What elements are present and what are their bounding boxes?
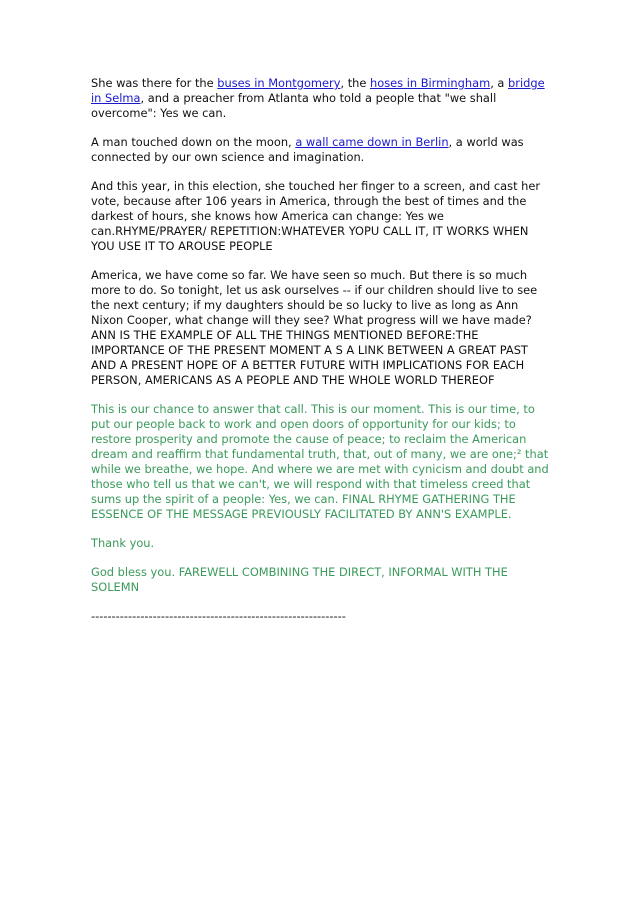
text-segment: She was there for the bbox=[91, 76, 218, 90]
paragraph-moon bbox=[91, 135, 553, 165]
paragraph-selma bbox=[91, 76, 553, 121]
paragraph-chance: This is our chance to answer that call. This is our moment. This is our time, to put our people back to work and open doors of opportunity for our kids; to restore prosperity and promote the cause of peace; to reclaim the American dream and reaffirm that fundamental truth, that, out of many, we are one;² that while we breathe, we hope. And where we are met with cynicism and doubt and those who tell us that we can't, we will respond with that timeless creed that sums up the spirit of a people: Yes, we can. FINAL RHYME GATHERING THE ESSENCE OF THE MESSAGE PREVIOUSLY FACILITATED BY ANN'S EXAMPLE. bbox=[91, 402, 549, 521]
text-segment: , a bbox=[490, 76, 509, 90]
paragraph-thank-you: Thank you. bbox=[91, 536, 155, 550]
text-segment: , and a preacher from Atlanta who told a people that "we shall overcome": Yes we can. bbox=[91, 91, 497, 120]
link-hoses-birmingham[interactable]: hoses in Birmingham bbox=[370, 76, 491, 90]
dashed-rule: -------------------------------------------------------------- bbox=[91, 609, 346, 623]
link-bridge-selma[interactable]: bridge in Selma bbox=[91, 76, 545, 105]
text-segment: A man touched down on the moon, bbox=[91, 135, 296, 149]
document-page bbox=[91, 76, 553, 624]
link-wall-berlin[interactable]: a wall came down in Berlin bbox=[295, 135, 449, 149]
paragraph-america: America, we have come so far. We have seen so much. But there is so much more to do. So tonight, let us ask ourselves -- if our children should live to see the next century; if my daughters should be so lucky to live as long as Ann Nixon Cooper, what change will they see? What progress will we have made?ANN IS THE EXAMPLE OF ALL THE THINGS MENTIONED BEFORE:THE IMPORTANCE OF THE PRESENT MOMENT A S A LINK BETWEEN A GREAT PAST AND A PRESENT HOPE OF A BETTER FUTURE WITH IMPLICATIONS FOR EACH PERSON, AMERICANS AS A PEOPLE AND THE WHOLE WORLD THEREOF bbox=[91, 268, 538, 387]
paragraph-god-bless: God bless you. FAREWELL COMBINING THE DIRECT, INFORMAL WITH THE SOLEMN bbox=[91, 565, 508, 594]
link-buses-montgomery[interactable]: buses in Montgomery bbox=[217, 76, 341, 90]
text-segment: , the bbox=[340, 76, 371, 90]
paragraph-election: And this year, in this election, she touched her finger to a screen, and cast her vote, because after 106 years in America, through the best of times and the darkest of hours, she knows how America can change: Yes we can.RHYME/PRAYER/ REPETITION:WHATEVER YOPU CALL IT, IT WORKS WHEN YOU USE IT TO AROUSE PEOPLE bbox=[91, 179, 541, 253]
text-segment: , a world was connected by our own science and imagination. bbox=[91, 135, 524, 164]
